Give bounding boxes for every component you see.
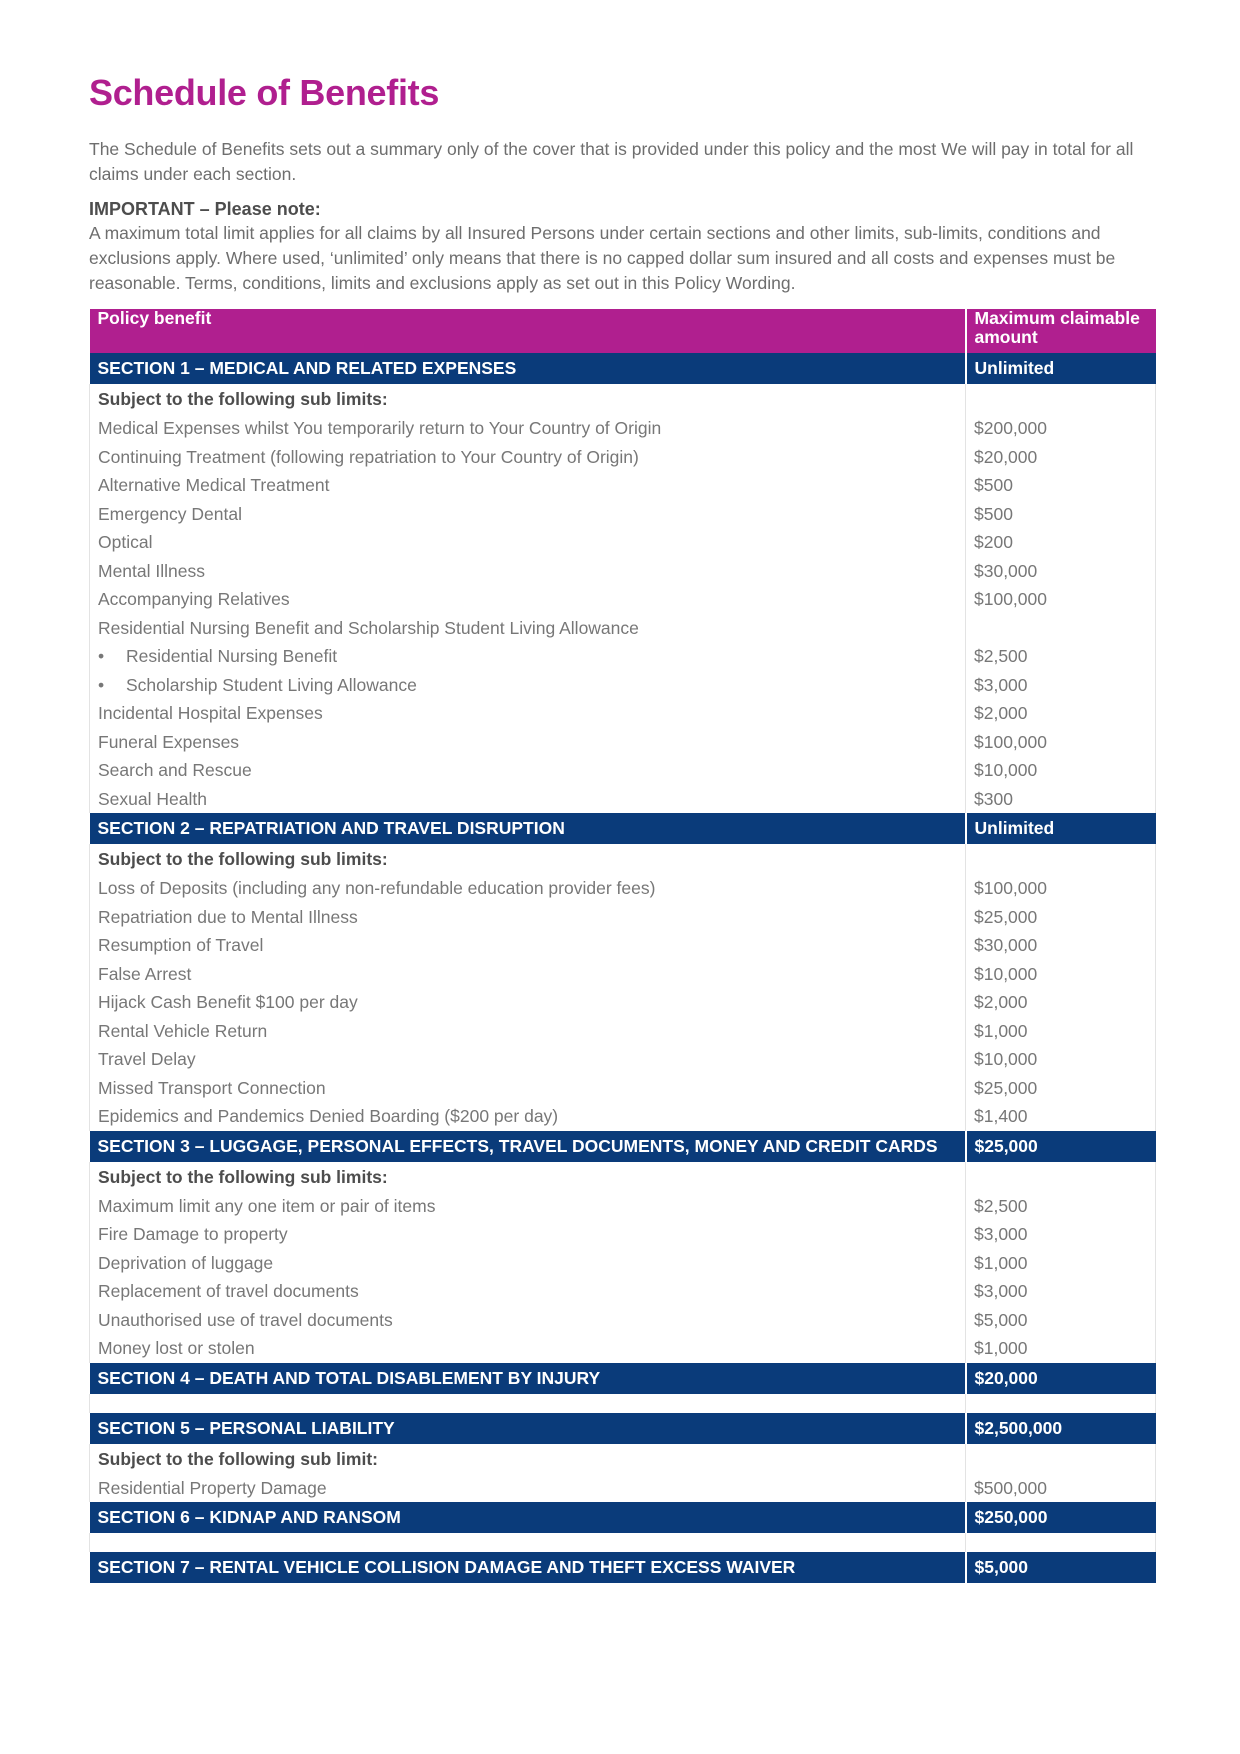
important-note: A maximum total limit applies for all claims by all Insured Persons under certain sections and other limits, sub-limits, conditions and exclusions apply. Where used, ‘unlimited’ only means that there is no capped dollar sum insured and all costs and expenses must be reasonable. Terms, conditions, limits and exclusions apply as set out in this Policy Wording. bbox=[89, 223, 1116, 293]
table-row bbox=[90, 960, 1156, 989]
benefit-amount: $100,000 bbox=[966, 874, 1156, 903]
benefit-label: False Arrest bbox=[98, 963, 192, 984]
benefit-label: Sexual Health bbox=[98, 788, 207, 809]
benefit-amount: $20,000 bbox=[966, 443, 1156, 472]
benefit-label-cell bbox=[90, 557, 966, 586]
spacer-cell bbox=[966, 1394, 1156, 1413]
section-title: SECTION 7 – RENTAL VEHICLE COLLISION DAMAGE AND THEFT EXCESS WAIVER bbox=[90, 1552, 966, 1583]
benefit-label-cell bbox=[90, 585, 966, 614]
benefit-amount: $1,000 bbox=[966, 1249, 1156, 1278]
benefit-label: Travel Delay bbox=[98, 1049, 196, 1069]
benefit-label-cell bbox=[90, 500, 966, 529]
benefit-label-cell bbox=[90, 756, 966, 785]
bullet-icon: • bbox=[98, 674, 105, 695]
table-row bbox=[90, 699, 1156, 728]
benefit-label: Scholarship Student Living Allowance bbox=[126, 674, 417, 695]
benefit-label-cell bbox=[90, 1277, 966, 1306]
benefits-table bbox=[89, 309, 1156, 1583]
table-row bbox=[90, 471, 1156, 500]
section-amount: $250,000 bbox=[966, 1502, 1156, 1533]
benefit-label: Unauthorised use of travel documents bbox=[98, 1309, 393, 1330]
benefit-label-cell bbox=[90, 642, 966, 671]
benefit-amount: $3,000 bbox=[966, 1220, 1156, 1249]
section-amount: $5,000 bbox=[966, 1552, 1156, 1583]
table-row bbox=[90, 1277, 1156, 1306]
section-title: SECTION 3 – LUGGAGE, PERSONAL EFFECTS, TRAVEL DOCUMENTS, MONEY AND CREDIT CARDS bbox=[90, 1131, 966, 1162]
benefit-amount: $1,400 bbox=[966, 1102, 1156, 1131]
benefit-amount: $1,000 bbox=[966, 1334, 1156, 1363]
header-maximum-amount: Maximum claimable amount bbox=[966, 309, 1156, 353]
benefits-body bbox=[90, 353, 1156, 1583]
benefit-label-cell bbox=[90, 903, 966, 932]
benefit-label: Emergency Dental bbox=[98, 503, 242, 524]
table-row bbox=[90, 614, 1156, 643]
table-row bbox=[90, 728, 1156, 757]
benefit-label-cell bbox=[90, 1045, 966, 1074]
benefit-amount: $1,000 bbox=[966, 1017, 1156, 1046]
sub-limits-heading: Subject to the following sub limits: bbox=[90, 384, 966, 414]
section-row bbox=[90, 1502, 1156, 1533]
sub-limits-amount-empty bbox=[966, 844, 1156, 874]
benefit-label-cell bbox=[90, 874, 966, 903]
section-amount: $20,000 bbox=[966, 1363, 1156, 1394]
section-row bbox=[90, 1552, 1156, 1583]
sub-limits-row bbox=[90, 1444, 1156, 1474]
benefit-amount: $30,000 bbox=[966, 557, 1156, 586]
benefit-label: Hijack Cash Benefit $100 per day bbox=[98, 992, 358, 1012]
section-title: SECTION 2 – REPATRIATION AND TRAVEL DISRUPTION bbox=[90, 813, 966, 844]
spacer-row bbox=[90, 1394, 1156, 1413]
benefit-label: Alternative Medical Treatment bbox=[98, 475, 330, 495]
section-title: SECTION 1 – MEDICAL AND RELATED EXPENSES bbox=[90, 353, 966, 384]
spacer-cell bbox=[966, 1533, 1156, 1552]
table-row bbox=[90, 756, 1156, 785]
table-row bbox=[90, 585, 1156, 614]
benefit-label: Maximum limit any one item or pair of items bbox=[98, 1195, 436, 1216]
benefit-amount: $100,000 bbox=[966, 585, 1156, 614]
benefit-amount bbox=[966, 614, 1156, 643]
section-title: SECTION 4 – DEATH AND TOTAL DISABLEMENT BY INJURY bbox=[90, 1363, 966, 1394]
benefit-amount: $25,000 bbox=[966, 1074, 1156, 1103]
benefit-label-cell bbox=[90, 1334, 966, 1363]
benefit-label-cell bbox=[90, 1306, 966, 1335]
benefit-label: Search and Rescue bbox=[98, 760, 252, 780]
benefit-amount: $500,000 bbox=[966, 1474, 1156, 1503]
benefit-label-cell bbox=[90, 1102, 966, 1131]
benefit-label-cell bbox=[90, 960, 966, 989]
benefit-label: Residential Nursing Benefit and Scholarship Student Living Allowance bbox=[98, 617, 639, 638]
table-row bbox=[90, 903, 1156, 932]
table-row bbox=[90, 931, 1156, 960]
sub-limits-amount-empty bbox=[966, 1162, 1156, 1192]
benefit-amount: $30,000 bbox=[966, 931, 1156, 960]
benefit-amount: $200 bbox=[966, 528, 1156, 557]
benefit-amount: $3,000 bbox=[966, 1277, 1156, 1306]
table-row bbox=[90, 528, 1156, 557]
benefit-label: Money lost or stolen bbox=[98, 1338, 255, 1358]
benefit-label: Epidemics and Pandemics Denied Boarding ($200 per day) bbox=[98, 1106, 559, 1126]
sub-limits-heading: Subject to the following sub limits: bbox=[90, 1162, 966, 1192]
section-amount: Unlimited bbox=[966, 353, 1156, 384]
intro-paragraph: The Schedule of Benefits sets out a summary only of the cover that is provided under this policy and the most We will pay in total for all claims under each section. bbox=[89, 139, 1134, 184]
table-row bbox=[90, 1102, 1156, 1131]
spacer-cell bbox=[90, 1394, 966, 1413]
benefit-label-cell bbox=[90, 1074, 966, 1103]
benefit-label-cell bbox=[90, 671, 966, 700]
benefit-amount: $3,000 bbox=[966, 671, 1156, 700]
benefit-label: Resumption of Travel bbox=[98, 935, 264, 955]
benefit-label: Fire Damage to property bbox=[98, 1224, 288, 1244]
table-row bbox=[90, 1249, 1156, 1278]
benefit-label-cell bbox=[90, 1220, 966, 1249]
benefit-label: Incidental Hospital Expenses bbox=[98, 703, 323, 723]
sub-limits-row bbox=[90, 384, 1156, 414]
sub-limits-amount-empty bbox=[966, 1444, 1156, 1474]
table-row bbox=[90, 1192, 1156, 1221]
header-policy-benefit: Policy benefit bbox=[90, 309, 966, 353]
section-title: SECTION 5 – PERSONAL LIABILITY bbox=[90, 1413, 966, 1444]
benefit-label-cell bbox=[90, 728, 966, 757]
bullet-icon: • bbox=[98, 646, 105, 666]
table-row bbox=[90, 988, 1156, 1017]
table-row bbox=[90, 1474, 1156, 1503]
benefit-label: Optical bbox=[98, 532, 153, 552]
benefit-amount: $200,000 bbox=[966, 414, 1156, 443]
section-row bbox=[90, 1363, 1156, 1394]
section-row bbox=[90, 813, 1156, 844]
benefit-label-cell bbox=[90, 614, 966, 643]
benefit-label-cell bbox=[90, 1017, 966, 1046]
table-row bbox=[90, 642, 1156, 671]
benefit-label-cell bbox=[90, 785, 966, 814]
benefit-amount: $25,000 bbox=[966, 903, 1156, 932]
table-row bbox=[90, 785, 1156, 814]
benefit-amount: $2,500 bbox=[966, 1192, 1156, 1221]
benefit-label-cell bbox=[90, 988, 966, 1017]
benefit-label: Rental Vehicle Return bbox=[98, 1020, 268, 1041]
section-row bbox=[90, 1131, 1156, 1162]
benefit-label: Accompanying Relatives bbox=[98, 589, 290, 609]
benefit-label: Mental Illness bbox=[98, 560, 205, 581]
table-row bbox=[90, 557, 1156, 586]
benefit-amount: $2,000 bbox=[966, 988, 1156, 1017]
table-row bbox=[90, 1017, 1156, 1046]
table-row bbox=[90, 500, 1156, 529]
benefit-label: Continuing Treatment (following repatriation to Your Country of Origin) bbox=[98, 446, 639, 467]
page-title: Schedule of Benefits bbox=[89, 72, 440, 113]
section-amount: $25,000 bbox=[966, 1131, 1156, 1162]
sub-limits-row bbox=[90, 844, 1156, 874]
benefit-label-cell bbox=[90, 1192, 966, 1221]
benefit-label-cell bbox=[90, 528, 966, 557]
table-row bbox=[90, 414, 1156, 443]
benefit-label: Residential Nursing Benefit bbox=[126, 646, 338, 666]
benefit-label-cell bbox=[90, 699, 966, 728]
table-row bbox=[90, 1220, 1156, 1249]
section-title: SECTION 6 – KIDNAP AND RANSOM bbox=[90, 1502, 966, 1533]
benefit-label: Deprivation of luggage bbox=[98, 1252, 274, 1273]
benefit-label: Missed Transport Connection bbox=[98, 1077, 326, 1098]
benefit-amount: $500 bbox=[966, 471, 1156, 500]
table-row bbox=[90, 1306, 1156, 1335]
benefit-label-cell bbox=[90, 443, 966, 472]
benefit-amount: $2,500 bbox=[966, 642, 1156, 671]
benefit-label: Replacement of travel documents bbox=[98, 1281, 359, 1301]
spacer-cell bbox=[90, 1533, 966, 1552]
benefit-amount: $100,000 bbox=[966, 728, 1156, 757]
benefit-amount: $5,000 bbox=[966, 1306, 1156, 1335]
benefit-label-cell bbox=[90, 1249, 966, 1278]
spacer-row bbox=[90, 1533, 1156, 1552]
table-row bbox=[90, 1074, 1156, 1103]
section-amount: Unlimited bbox=[966, 813, 1156, 844]
sub-limits-heading: Subject to the following sub limits: bbox=[90, 844, 966, 874]
table-row bbox=[90, 1334, 1156, 1363]
sub-limits-amount-empty bbox=[966, 384, 1156, 414]
benefit-label-cell bbox=[90, 1474, 966, 1503]
section-amount: $2,500,000 bbox=[966, 1413, 1156, 1444]
sub-limits-row bbox=[90, 1162, 1156, 1192]
benefit-label-cell bbox=[90, 931, 966, 960]
section-row bbox=[90, 353, 1156, 384]
table-row bbox=[90, 671, 1156, 700]
table-header-row bbox=[90, 309, 1156, 353]
benefit-amount: $10,000 bbox=[966, 756, 1156, 785]
benefit-amount: $10,000 bbox=[966, 960, 1156, 989]
important-heading: IMPORTANT – Please note: bbox=[89, 199, 321, 219]
sub-limits-heading: Subject to the following sub limit: bbox=[90, 1444, 966, 1474]
section-row bbox=[90, 1413, 1156, 1444]
benefit-label: Residential Property Damage bbox=[98, 1477, 327, 1498]
benefit-amount: $2,000 bbox=[966, 699, 1156, 728]
table-row bbox=[90, 443, 1156, 472]
benefit-label: Funeral Expenses bbox=[98, 731, 240, 752]
page bbox=[89, 66, 1155, 1583]
benefit-label: Loss of Deposits (including any non-refundable education provider fees) bbox=[98, 878, 656, 898]
benefit-amount: $10,000 bbox=[966, 1045, 1156, 1074]
benefit-amount: $300 bbox=[966, 785, 1156, 814]
benefit-label: Repatriation due to Mental Illness bbox=[98, 906, 358, 927]
benefit-label-cell bbox=[90, 471, 966, 500]
table-row bbox=[90, 1045, 1156, 1074]
benefit-label-cell bbox=[90, 414, 966, 443]
table-row bbox=[90, 874, 1156, 903]
benefit-amount: $500 bbox=[966, 500, 1156, 529]
benefit-label: Medical Expenses whilst You temporarily return to Your Country of Origin bbox=[98, 418, 662, 438]
